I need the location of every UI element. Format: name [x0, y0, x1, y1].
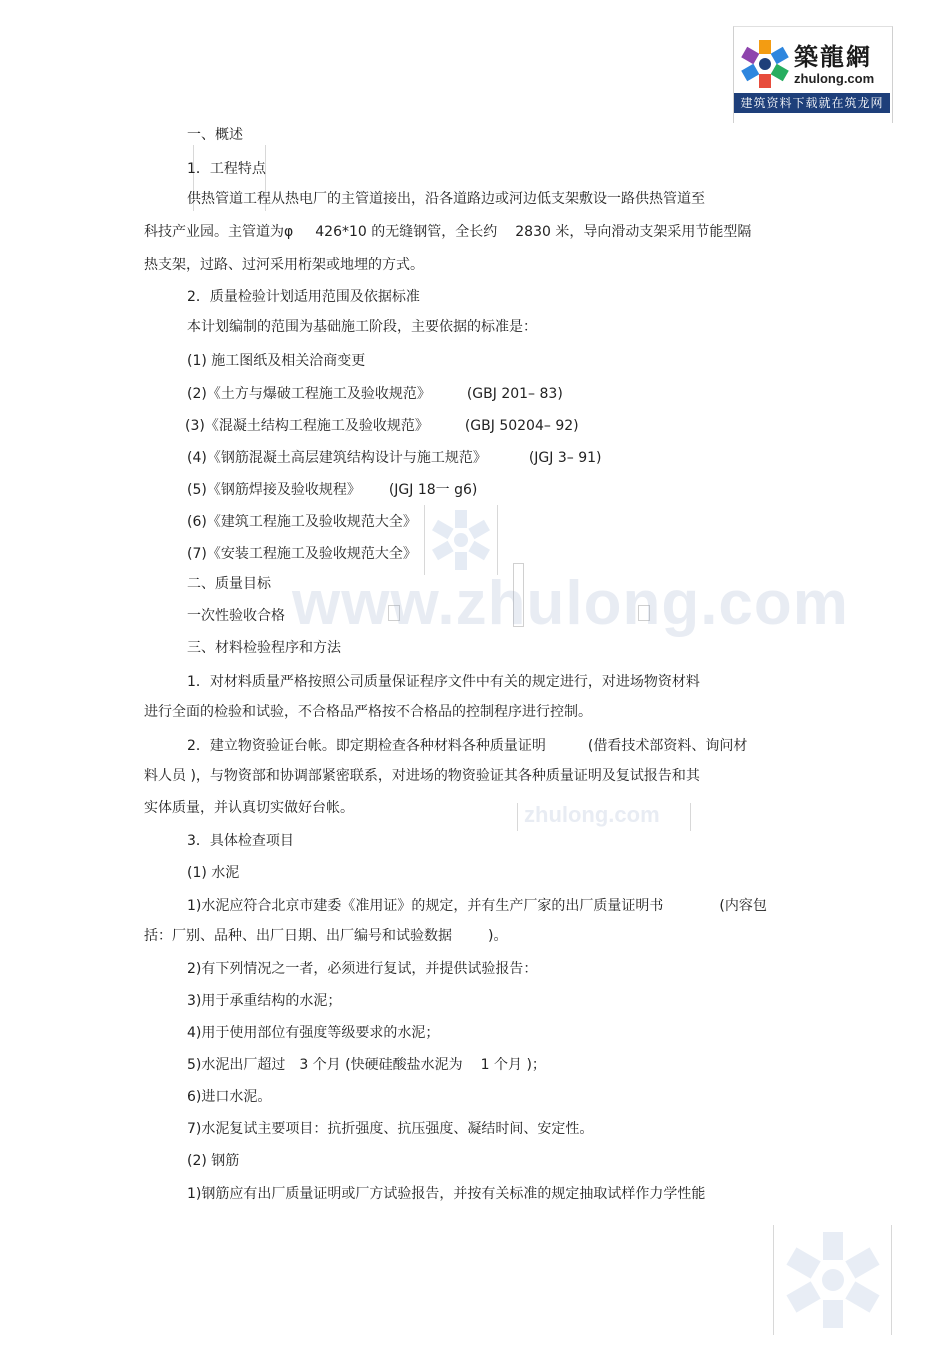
paragraph-line: 供热管道工程从热电厂的主管道接出，沿各道路边或河边低支架敷设一路供热管道至 [187, 191, 705, 207]
paragraph-line: 热支架，过路、过河采用桁架或地埋的方式。 [144, 257, 424, 273]
text-segment: 3 个月 (快硬硅酸盐水泥为 [299, 1057, 463, 1073]
list-item: 3)用于承重结构的水泥； [187, 993, 342, 1009]
standard-title: (2)《土方与爆破工程施工及验收规范》 [187, 386, 431, 402]
standard-item [187, 481, 477, 499]
watermark-frame-line [891, 1225, 892, 1335]
paragraph-line [187, 737, 747, 755]
standard-code: (JGJ 18一 g6) [388, 482, 478, 498]
list-item: 2)有下列情况之一者，必须进行复试，并提供试验报告： [187, 961, 538, 977]
snowflake-watermark-icon [775, 1228, 891, 1332]
standard-item [187, 385, 563, 403]
paragraph-line: 料人员 )，与物资部和协调部紧密联系，对进场的物资验证其各种质量证明及复试报告和其 [144, 768, 700, 784]
subsection-heading: 2．质量检验计划适用范围及依据标准 [187, 289, 420, 305]
standard-item: (6)《建筑工程施工及验收规范大全》 [187, 514, 417, 530]
section-heading: 一、概述 [187, 127, 243, 143]
text-segment: 2．建立物资验证台帐。即定期检查各种材料各种质量证明 [187, 738, 546, 754]
logo-chinese-name: 築龍網 [794, 42, 872, 71]
standard-code: (JGJ 3– 91) [528, 450, 602, 466]
watermark-text: www.zhulong.com [292, 569, 849, 638]
list-item: 4)用于使用部位有强度等级要求的水泥； [187, 1025, 440, 1041]
paragraph-line: 实体质量，并认真切实做好台帐。 [144, 800, 354, 816]
text-segment: )。 [488, 928, 508, 944]
standard-title: (3)《混凝土结构工程施工及验收规范》 [185, 418, 429, 434]
watermark-frame-line [773, 1225, 774, 1335]
subsection-heading: 1．工程特点 [187, 161, 266, 177]
subsection-heading: 3．具体检查项目 [187, 833, 294, 849]
standard-item: (1) 施工图纸及相关洽商变更 [187, 353, 366, 369]
item-heading: (2) 钢筋 [187, 1153, 240, 1169]
standard-title: (5)《钢筋焊接及验收规程》 [187, 482, 361, 498]
standard-item: (7)《安装工程施工及验收规范大全》 [187, 546, 417, 562]
list-item [187, 1056, 546, 1074]
standard-code: (GBJ 50204– 92) [464, 418, 579, 434]
standard-code: (GBJ 201– 83) [466, 386, 563, 402]
list-item: 1)钢筋应有出厂质量证明或厂方试验报告，并按有关标准的规定抽取试样作力学性能 [187, 1186, 706, 1202]
paragraph-line [187, 897, 767, 915]
text-segment: 1 个月 )； [480, 1057, 546, 1073]
text-segment: 括：厂别、品种、出厂日期、出厂编号和试验数据 [144, 928, 452, 944]
text-segment: (内容包 [719, 898, 767, 914]
paragraph-line [144, 927, 507, 945]
section-heading: 三、材料检验程序和方法 [187, 640, 341, 656]
logo-banner: 建筑资料下载就在筑龙网 [734, 93, 890, 113]
watermark-text: zhulong.com [524, 802, 660, 827]
snowflake-watermark-icon [424, 505, 498, 575]
paragraph-line: 一次性验收合格 [187, 608, 285, 624]
paragraph-line [144, 223, 751, 241]
watermark-frame-line [517, 803, 518, 831]
text-segment: 426*10 的无缝钢管，全长约 [315, 224, 498, 240]
section-heading: 二、质量目标 [187, 576, 271, 592]
watermark-frame-line [690, 803, 691, 831]
paragraph-line: 进行全面的检验和试验，不合格品严格按不合格品的控制程序进行控制。 [144, 704, 592, 720]
paragraph-line: 1．对材料质量严格按照公司质量保证程序文件中有关的规定进行，对进场物资材料 [187, 674, 700, 690]
zhulong-logo [733, 26, 893, 123]
item-heading: (1) 水泥 [187, 865, 240, 881]
snowflake-logo-icon [738, 37, 792, 91]
text-segment: 科技产业园。主管道为φ [144, 224, 294, 240]
text-segment: 5)水泥出厂超过 [187, 1057, 286, 1073]
text-segment: 1)水泥应符合北京市建委《准用证》的规定，并有生产厂家的出厂质量证明书 [187, 898, 664, 914]
text-segment: 2830 米，导向滑动支架采用节能型隔 [515, 224, 752, 240]
paragraph-line: 本计划编制的范围为基础施工阶段，主要依据的标准是： [187, 319, 537, 335]
text-segment: (借看技术部资料、询问材 [587, 738, 748, 754]
standard-title: (4)《钢筋混凝土高层建筑结构设计与施工规范》 [187, 450, 487, 466]
standard-item [187, 449, 602, 467]
logo-site-name: zhulong.com [794, 71, 875, 86]
list-item: 6)进口水泥。 [187, 1089, 272, 1105]
list-item: 7)水泥复试主要项目：抗折强度、抗压强度、凝结时间、安定性。 [187, 1121, 594, 1137]
standard-item [185, 417, 579, 435]
